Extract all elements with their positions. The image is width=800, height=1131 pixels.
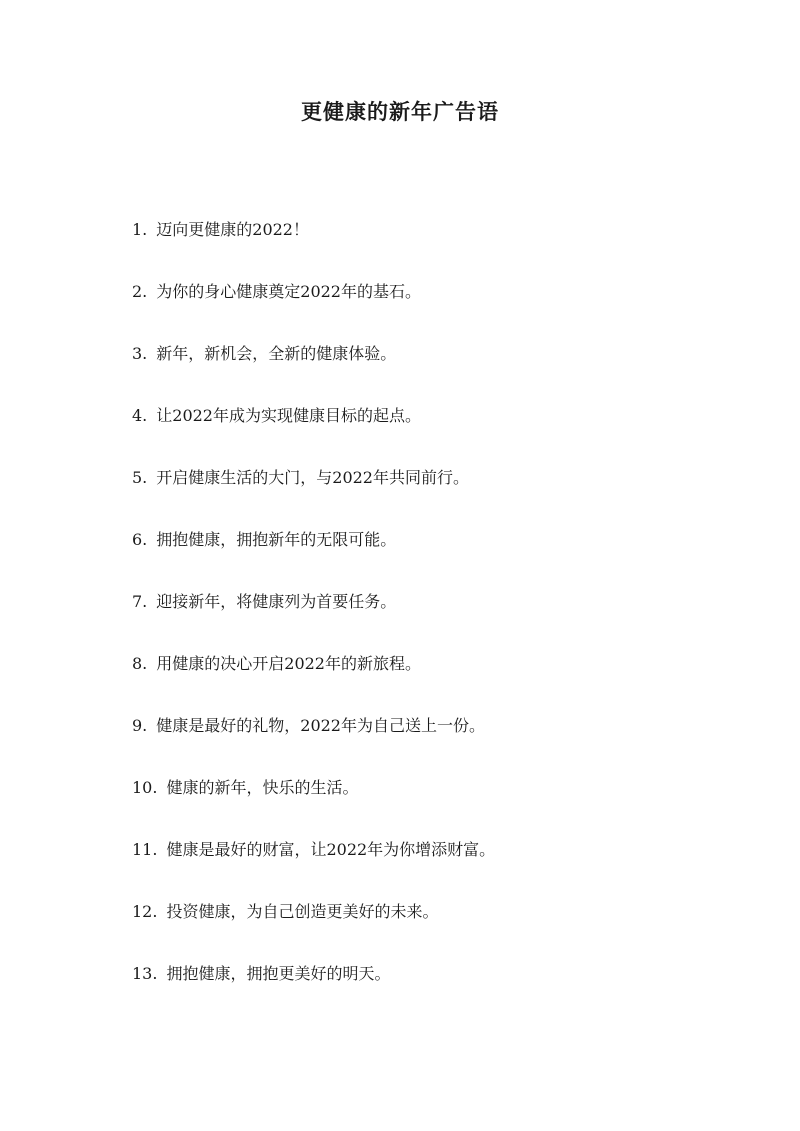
item-text: 让2022年成为实现健康目标的起点。 [156, 406, 421, 425]
item-number: 6. [132, 530, 148, 549]
list-item [132, 646, 752, 708]
item-text: 新年，新机会，全新的健康体验。 [156, 344, 397, 363]
slogan-list [132, 212, 752, 1018]
list-item [132, 522, 752, 584]
item-text: 开启健康生活的大门，与2022年共同前行。 [156, 468, 469, 487]
item-number: 7. [132, 592, 148, 611]
list-item [132, 398, 752, 460]
list-item [132, 832, 752, 894]
list-item [132, 770, 752, 832]
item-number: 3. [132, 344, 148, 363]
document-title: 更健康的新年广告语 [301, 99, 499, 124]
item-number: 5. [132, 468, 148, 487]
item-number: 10. [132, 778, 158, 797]
item-text: 拥抱健康，拥抱新年的无限可能。 [156, 530, 397, 549]
item-text: 健康是最好的财富，让2022年为你增添财富。 [166, 840, 496, 859]
list-item [132, 956, 752, 1018]
list-item [132, 894, 752, 956]
list-item [132, 274, 752, 336]
item-number: 9. [132, 716, 148, 735]
list-item [132, 708, 752, 770]
item-text: 健康的新年，快乐的生活。 [166, 778, 359, 797]
item-number: 1. [132, 220, 148, 239]
item-number: 8. [132, 654, 148, 673]
item-text: 投资健康，为自己创造更美好的未来。 [166, 902, 439, 921]
item-number: 12. [132, 902, 158, 921]
item-number: 4. [132, 406, 148, 425]
item-text: 为你的身心健康奠定2022年的基石。 [156, 282, 421, 301]
item-number: 2. [132, 282, 148, 301]
item-text: 迈向更健康的2022！ [156, 220, 309, 239]
item-text: 用健康的决心开启2022年的新旅程。 [156, 654, 421, 673]
list-item [132, 584, 752, 646]
item-text: 迎接新年，将健康列为首要任务。 [156, 592, 397, 611]
item-number: 13. [132, 964, 158, 983]
list-item [132, 460, 752, 522]
item-number: 11. [132, 840, 158, 859]
list-item [132, 336, 752, 398]
item-text: 拥抱健康，拥抱更美好的明天。 [166, 964, 391, 983]
item-text: 健康是最好的礼物，2022年为自己送上一份。 [156, 716, 485, 735]
list-item [132, 212, 752, 274]
